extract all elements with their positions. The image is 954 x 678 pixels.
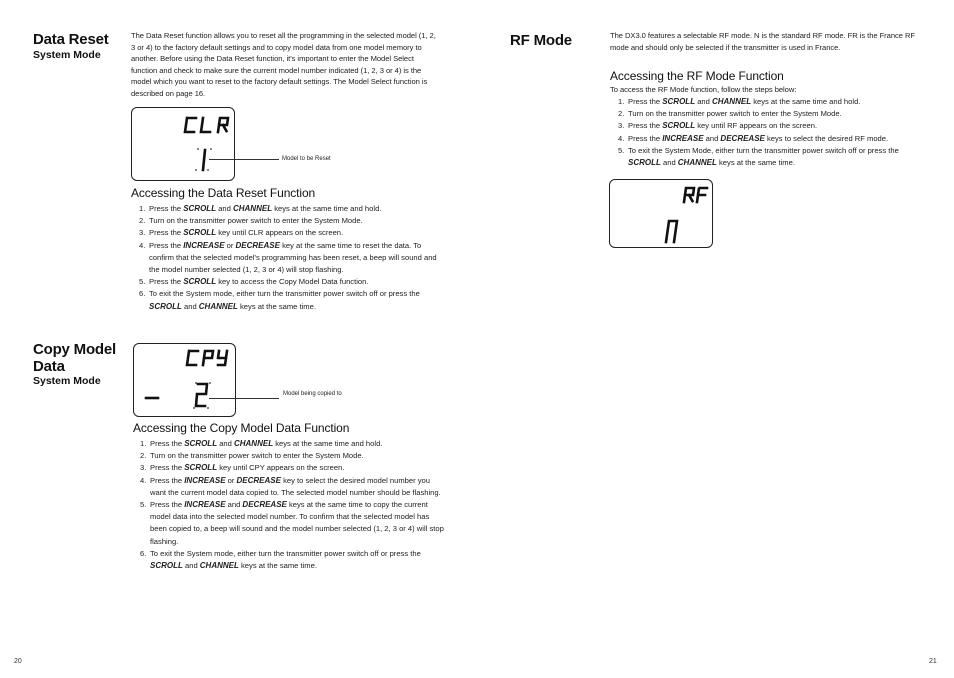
key-name: CHANNEL: [233, 439, 274, 448]
key-name: SCROLL: [184, 463, 218, 473]
step-number: 3.: [140, 463, 147, 473]
lcd-segments: [610, 180, 712, 247]
key-name: CHANNEL: [232, 204, 273, 213]
step-number: 5.: [139, 277, 146, 287]
step-text: keys at the same time and hold.: [272, 204, 382, 213]
step-item: [131, 215, 443, 227]
step-item: [132, 450, 444, 462]
rf-mode-title: RF Mode: [510, 32, 572, 49]
copy-model-steps: [132, 438, 444, 572]
step-text: Press the: [628, 121, 663, 131]
step-text: Turn on the transmitter power switch to enter the System Mode.: [149, 216, 363, 226]
step-item: [610, 108, 910, 120]
step-text: Press the: [150, 500, 185, 510]
step-item: [610, 96, 910, 108]
step-text: To exit the System mode, either turn the transmitter power switch off or press the: [150, 548, 421, 558]
step-item: [131, 227, 443, 239]
key-name: SCROLL: [183, 277, 217, 287]
step-text: keys at the same time.: [237, 301, 316, 311]
step-text: Press the: [628, 133, 663, 143]
rf-mode-steps: [610, 96, 910, 169]
callout-leader-line: [209, 398, 279, 399]
key-name: INCREASE: [183, 240, 225, 250]
data-reset-steps: [131, 203, 443, 313]
key-name: INCREASE: [662, 133, 704, 143]
step-text: Press the: [150, 475, 185, 485]
step-text: To exit the System mode, either turn the transmitter power switch off or press the: [149, 289, 420, 299]
key-name: CHANNEL: [677, 158, 717, 168]
data-reset-subheading: Accessing the Data Reset Function: [131, 186, 316, 200]
step-number: 3.: [139, 228, 146, 238]
step-number: 4.: [140, 475, 147, 485]
step-text: To exit the System Mode, either turn the transmitter power switch off or press the: [628, 145, 899, 155]
step-item: [131, 203, 443, 215]
step-item: [132, 462, 444, 474]
step-item: [132, 548, 444, 572]
step-number: 2.: [139, 216, 146, 226]
lcd-segments: [132, 108, 234, 180]
step-item: [131, 240, 443, 277]
data-reset-title: Data Reset: [33, 31, 109, 48]
step-number: 1.: [618, 97, 625, 106]
copy-model-title-line2: Data: [33, 358, 65, 375]
step-text: and: [703, 133, 721, 143]
step-text: Press the: [150, 463, 185, 473]
step-text: key until CLR appears on the screen.: [216, 228, 344, 238]
step-text: or: [224, 240, 236, 250]
step-text: Turn on the transmitter power switch to enter the System Mode.: [628, 109, 842, 119]
step-text: Press the: [149, 204, 184, 213]
lcd-display-cpy: [133, 343, 236, 417]
step-text: key at the same time to reset the data. To confirm that the selected model's programming has been reset, a beep will sound and the model number selected (1, 2, 3 or 4) will stop flashing.: [149, 240, 437, 275]
key-name: SCROLL: [150, 561, 183, 571]
key-name: DECREASE: [242, 500, 287, 510]
step-number: 2.: [140, 451, 147, 461]
step-text: Press the: [628, 97, 663, 106]
step-item: [131, 288, 443, 312]
step-text: keys at the same time.: [238, 561, 317, 571]
data-reset-intro: The Data Reset function allows you to reset all the programming in the selected model (1, 2, 3 or 4) to the factory default settings and to copy model data from one model memory to another. Before using the Data Reset function, it's important to enter the Model Select function and check to make sure the current model number indicated (1, 2, 3 or 4) is the model which you want to reset to the factory default settings. The Model Select function is described on page 16.: [131, 31, 436, 98]
key-name: SCROLL: [628, 158, 661, 168]
step-number: 1.: [139, 204, 146, 213]
key-name: DECREASE: [236, 475, 281, 485]
step-number: 6.: [140, 548, 147, 558]
key-name: SCROLL: [183, 204, 217, 213]
key-name: SCROLL: [149, 301, 182, 311]
key-name: INCREASE: [184, 475, 226, 485]
key-name: CHANNEL: [198, 301, 238, 311]
key-name: SCROLL: [183, 228, 217, 238]
rf-mode-intro: The DX3.0 features a selectable RF mode. N is the standard RF mode. FR is the France RF mode and should only be selected if the transmitter is used in France.: [610, 31, 916, 52]
step-text: and: [216, 204, 233, 213]
step-text: and: [181, 301, 199, 311]
key-name: CHANNEL: [199, 561, 239, 571]
step-number: 3.: [618, 121, 625, 131]
step-text: keys at the same time and hold.: [273, 439, 383, 448]
step-item: [132, 499, 444, 548]
data-reset-subtitle: System Mode: [33, 49, 101, 61]
lcd-segments: [134, 344, 235, 416]
page-number-left: 20: [14, 658, 22, 665]
step-text: and: [182, 561, 200, 571]
step-number: 2.: [618, 109, 625, 119]
step-text: and: [217, 439, 234, 448]
callout-leader-line: [209, 159, 279, 160]
lcd-display-clr: [131, 107, 235, 181]
step-text: key until CPY appears on the screen.: [217, 463, 345, 473]
step-item: [131, 276, 443, 288]
step-item: [610, 145, 910, 169]
step-number: 4.: [139, 240, 146, 250]
step-number: 5.: [140, 500, 147, 510]
step-number: 4.: [618, 133, 625, 143]
step-item: [610, 133, 910, 145]
key-name: INCREASE: [184, 500, 226, 510]
page-number-right: 21: [929, 658, 937, 665]
step-text: and: [225, 500, 243, 510]
step-text: keys at the same time.: [716, 158, 795, 168]
key-name: CHANNEL: [711, 97, 752, 106]
key-name: DECREASE: [720, 133, 765, 143]
key-name: SCROLL: [662, 97, 696, 106]
key-name: DECREASE: [235, 240, 280, 250]
step-text: and: [660, 158, 678, 168]
step-number: 5.: [618, 145, 625, 155]
rf-mode-subheading: Accessing the RF Mode Function: [610, 69, 784, 83]
copy-model-subheading: Accessing the Copy Model Data Function: [133, 421, 350, 435]
step-text: Turn on the transmitter power switch to enter the System Mode.: [150, 451, 364, 461]
step-text: key to access the Copy Model Data function.: [216, 277, 369, 287]
callout-model-to-reset: Model to be Reset: [282, 156, 331, 162]
rf-mode-lead: To access the RF Mode function, follow the steps below:: [610, 85, 797, 94]
lcd-display-rf: [609, 179, 713, 248]
step-text: key to select the desired model number you want the current model data copied to. The selected model number should be flashing.: [150, 475, 441, 497]
step-text: keys at the same time and hold.: [751, 97, 861, 106]
step-text: key until RF appears on the screen.: [695, 121, 818, 131]
step-text: or: [225, 475, 237, 485]
step-number: 6.: [139, 289, 146, 299]
step-text: Press the: [149, 277, 184, 287]
step-text: Press the: [150, 439, 185, 448]
step-text: keys at the same time to copy the current model data into the selected model number. To confirm that the selected model has been copied to, a beep will sound and the model number selected (1, 2, 3 or 4) will stop flashing.: [150, 500, 444, 546]
step-text: keys to select the desired RF mode.: [764, 133, 889, 143]
step-item: [610, 120, 910, 132]
callout-model-copied-to: Model being copied to: [283, 391, 342, 397]
step-text: Press the: [149, 228, 184, 238]
key-name: SCROLL: [184, 439, 218, 448]
step-item: [132, 475, 444, 499]
key-name: SCROLL: [662, 121, 696, 131]
copy-model-subtitle: System Mode: [33, 375, 101, 387]
step-text: and: [695, 97, 712, 106]
step-number: 1.: [140, 439, 147, 448]
step-item: [132, 438, 444, 450]
step-text: Press the: [149, 240, 184, 250]
copy-model-title-line1: Copy Model: [33, 341, 116, 358]
